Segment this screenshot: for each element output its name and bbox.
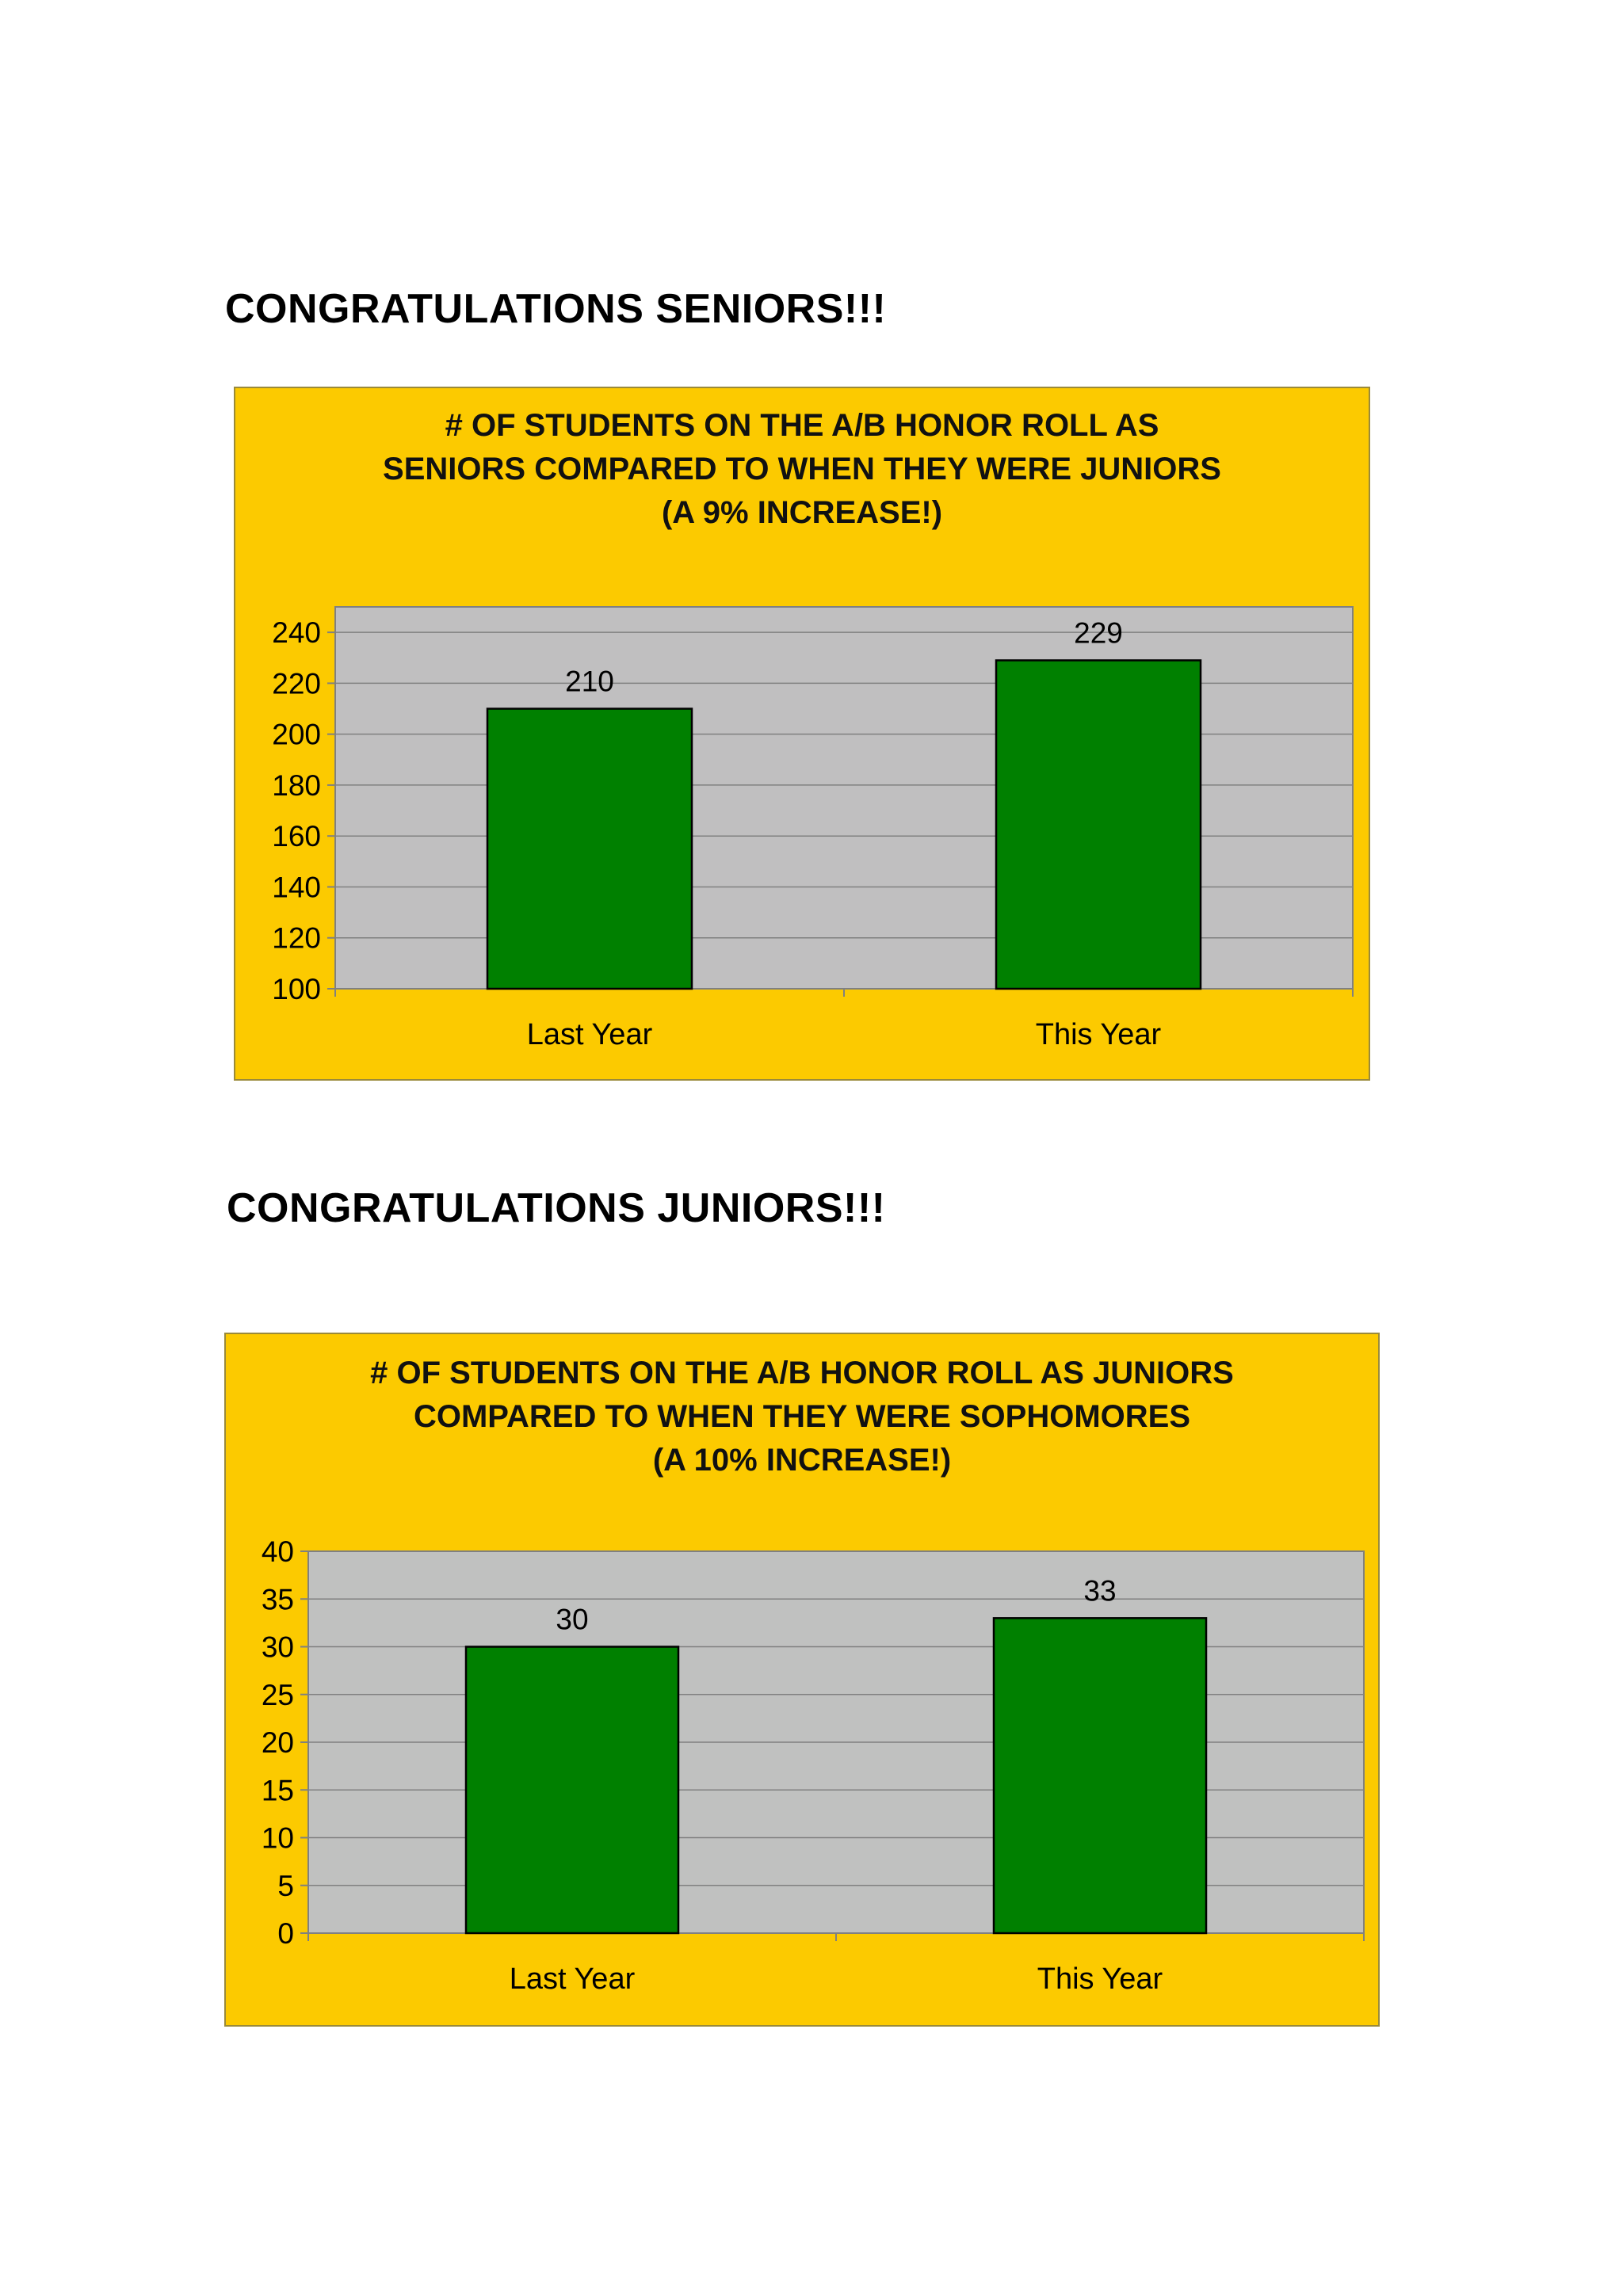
juniors-ytick-label: 20	[261, 1726, 294, 1759]
juniors-ytick-label: 25	[261, 1678, 294, 1711]
juniors-ytick-label: 15	[261, 1774, 294, 1807]
juniors-category-label: Last Year	[509, 1962, 636, 1996]
seniors-category-label: This Year	[1035, 1018, 1162, 1051]
juniors-chart-panel	[224, 1333, 1380, 2027]
juniors-bar-chart	[226, 1334, 1381, 2028]
juniors-data-label: 33	[1083, 1574, 1117, 1608]
seniors-ytick-label: 220	[272, 667, 321, 700]
juniors-heading: CONGRATULATIONS JUNIORS!!!	[227, 1185, 886, 1231]
seniors-ytick-label: 100	[272, 973, 321, 1005]
juniors-ytick-label: 35	[261, 1583, 294, 1616]
seniors-ytick-label: 200	[272, 718, 321, 751]
juniors-bar	[994, 1618, 1206, 1933]
juniors-chart-title-line-3: (A 10% INCREASE!)	[652, 1443, 952, 1478]
seniors-ytick-label: 160	[272, 820, 321, 853]
seniors-data-label: 210	[565, 665, 614, 698]
seniors-chart-panel	[234, 387, 1370, 1081]
juniors-ytick-label: 40	[261, 1535, 294, 1568]
seniors-ytick-label: 120	[272, 921, 321, 955]
juniors-chart-title-line-1: # OF STUDENTS ON THE A/B HONOR ROLL AS JUNIORS	[370, 1356, 1234, 1390]
seniors-ytick-label: 140	[272, 871, 321, 904]
juniors-ytick-label: 5	[277, 1869, 294, 1902]
seniors-bar	[996, 660, 1201, 989]
seniors-category-label: Last Year	[526, 1018, 653, 1051]
seniors-ytick-label: 180	[272, 769, 321, 802]
juniors-ytick-label: 10	[261, 1821, 294, 1855]
seniors-data-label: 229	[1074, 616, 1123, 650]
juniors-category-label: This Year	[1037, 1962, 1163, 1996]
seniors-ytick-label: 240	[272, 616, 321, 650]
seniors-chart-title-line-2: SENIORS COMPARED TO WHEN THEY WERE JUNIORS	[383, 452, 1221, 486]
seniors-bar	[487, 709, 692, 989]
juniors-data-label: 30	[556, 1603, 589, 1636]
seniors-heading: CONGRATULATIONS SENIORS!!!	[225, 286, 887, 332]
seniors-chart-title-line-3: (A 9% INCREASE!)	[661, 495, 943, 530]
seniors-chart-title-line-1: # OF STUDENTS ON THE A/B HONOR ROLL AS	[445, 408, 1159, 443]
juniors-ytick-label: 0	[277, 1917, 294, 1950]
juniors-chart-title-line-2: COMPARED TO WHEN THEY WERE SOPHOMORES	[413, 1399, 1191, 1434]
juniors-ytick-label: 30	[261, 1630, 294, 1664]
juniors-bar	[466, 1647, 678, 1934]
seniors-bar-chart	[235, 388, 1372, 1082]
